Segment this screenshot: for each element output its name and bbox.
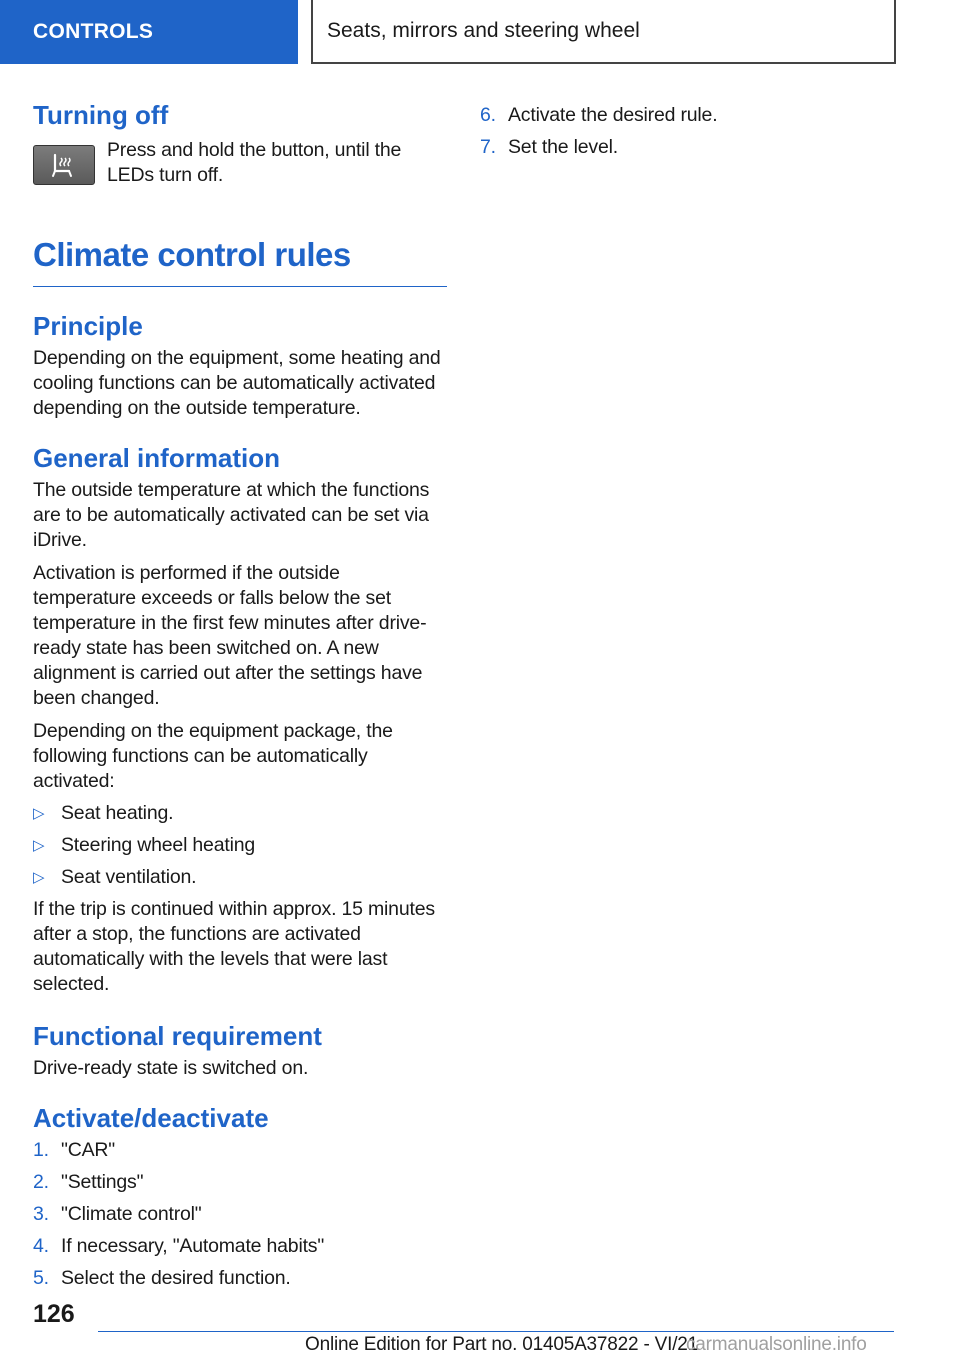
turning-off-row bbox=[33, 139, 447, 188]
chapter-label: Seats, mirrors and steering wheel bbox=[327, 19, 640, 42]
general-heading: General information bbox=[33, 443, 281, 473]
climate-title: Climate control rules bbox=[33, 236, 351, 273]
list-item: ▷ Seat ventilation. bbox=[33, 866, 197, 888]
title-divider bbox=[33, 286, 447, 287]
watermark: carmanualsonline.info bbox=[686, 1334, 867, 1355]
principle-heading: Principle bbox=[33, 311, 143, 341]
edition-text: Online Edition for Part no. 01405A37822 - VI/21 bbox=[305, 1334, 699, 1355]
requirement-text: Drive-ready state is switched on. bbox=[33, 1057, 309, 1079]
list-item: ▷ Seat heating. bbox=[33, 802, 174, 824]
general-text-3: Depending on the equipment package, the following functions can be automatically activated: bbox=[33, 720, 393, 792]
list-item: ▷ Steering wheel heating bbox=[33, 834, 255, 856]
general-text-1: The outside temperature at which the functions are to be automatically activated can be set via iDrive. bbox=[33, 479, 430, 551]
triangle-bullet-icon: ▷ bbox=[33, 869, 45, 886]
footer-divider bbox=[98, 1331, 894, 1332]
requirement-heading: Functional requirement bbox=[33, 1021, 322, 1051]
function-list bbox=[33, 801, 447, 890]
section-tab bbox=[0, 0, 298, 64]
activate-steps-continued bbox=[480, 103, 900, 160]
list-item: 2. "Settings" bbox=[33, 1171, 144, 1193]
right-column bbox=[480, 100, 900, 160]
triangle-bullet-icon: ▷ bbox=[33, 837, 45, 854]
general-text-2: Activation is performed if the outside temperature exceeds or falls below the set temperature in the first few minutes after drive-ready state has been switched on. A new alignment is carried out after the settings have been changed. bbox=[33, 562, 427, 709]
list-item: 6. Activate the desired rule. bbox=[480, 104, 718, 126]
activate-steps bbox=[33, 1138, 447, 1291]
list-item: 5. Select the desired function. bbox=[33, 1267, 291, 1289]
turning-off-text: Press and hold the button, until the LEDs turn off. bbox=[107, 139, 402, 186]
seat-heating-button-icon bbox=[33, 145, 95, 185]
list-item: 1. "CAR" bbox=[33, 1139, 116, 1161]
activate-heading: Activate/deactivate bbox=[33, 1103, 269, 1133]
triangle-bullet-icon: ▷ bbox=[33, 805, 45, 822]
page-number: 126 bbox=[33, 1300, 75, 1328]
principle-text: Depending on the equipment, some heating and cooling functions can be automatically activated depending on the outside temperature. bbox=[33, 347, 441, 419]
section-label: CONTROLS bbox=[33, 20, 154, 43]
chapter-header bbox=[311, 0, 896, 64]
list-item: 3. "Climate control" bbox=[33, 1203, 202, 1225]
list-item: 7. Set the level. bbox=[480, 136, 618, 158]
turning-off-heading: Turning off bbox=[33, 100, 169, 130]
list-item: 4. If necessary, "Automate habits" bbox=[33, 1235, 325, 1257]
general-text-4: If the trip is continued within approx. 15 minutes after a stop, the functions are activated automatically with the levels that were last selected. bbox=[33, 898, 435, 995]
left-column bbox=[33, 100, 447, 1291]
